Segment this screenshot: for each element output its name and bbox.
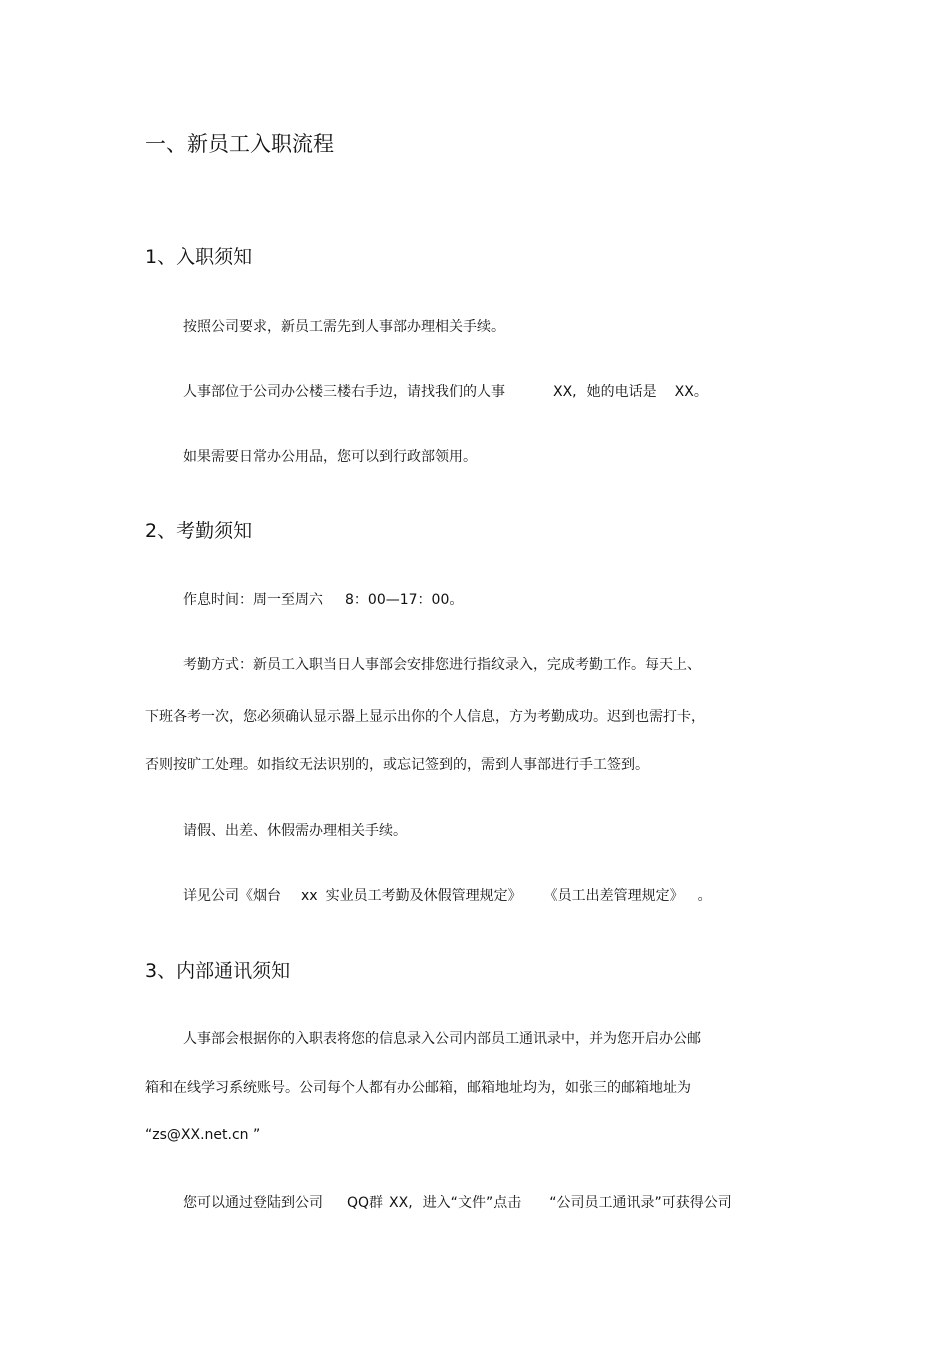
text-run: 您可以通过登陆到公司 xyxy=(183,1195,323,1211)
text-run: XX。 xyxy=(674,384,708,400)
text-run: 作息时间：周一至周六 xyxy=(183,592,323,608)
paragraph-line: 人事部会根据你的入职表将您的信息录入公司内部员工通讯录中，并为您开启办公邮 xyxy=(183,1031,701,1047)
paragraph xyxy=(183,381,708,401)
text-run: xx xyxy=(301,888,318,904)
paragraph-line: 考勤方式：新员工入职当日人事部会安排您进行指纹录入，完成考勤工作。每天上、 xyxy=(183,657,701,673)
text-run: 实业员工考勤及休假管理规定》 xyxy=(325,888,522,904)
paragraph: 按照公司要求，新员工需先到人事部办理相关手续。 xyxy=(183,319,505,335)
text-run: QQ群 xyxy=(347,1195,384,1211)
paragraph: 请假、出差、休假需办理相关手续。 xyxy=(183,823,407,839)
text-run: 8：00—17：00。 xyxy=(345,592,464,608)
text-run: “公司员工通讯录”可获得公司 xyxy=(549,1195,732,1211)
paragraph xyxy=(183,589,463,609)
email-example: “zs@XX.net.cn ” xyxy=(145,1127,261,1143)
section-heading-communication: 3、内部通讯须知 xyxy=(145,960,291,982)
section-heading-attendance: 2、考勤须知 xyxy=(145,520,253,542)
paragraph-line: 否则按旷工处理。如指纹无法识别的，或忘记签到的，需到人事部进行手工签到。 xyxy=(145,757,649,773)
text-run: 《员工出差管理规定》 xyxy=(543,888,684,904)
paragraph xyxy=(183,1192,732,1212)
text-run: XX, xyxy=(389,1195,413,1211)
paragraph: 如果需要日常办公用品，您可以到行政部领用。 xyxy=(183,449,477,465)
text-run: 人事部位于公司办公楼三楼右手边，请找我们的人事 xyxy=(183,384,505,400)
text-run: 。 xyxy=(697,888,712,904)
paragraph-line: 下班各考一次，您必须确认显示器上显示出你的个人信息，方为考勤成功。迟到也需打卡， xyxy=(145,709,705,725)
paragraph xyxy=(183,885,712,905)
text-run: 进入“文件”点击 xyxy=(422,1195,522,1211)
text-run: XX, xyxy=(553,384,577,400)
text-run: 详见公司《烟台 xyxy=(183,888,281,904)
text-run: 她的电话是 xyxy=(586,384,657,400)
document-title: 一、新员工入职流程 xyxy=(145,132,334,156)
section-heading-onboarding: 1、入职须知 xyxy=(145,246,253,268)
paragraph-line: 箱和在线学习系统账号。公司每个人都有办公邮箱，邮箱地址均为，如张三的邮箱地址为 xyxy=(145,1080,691,1096)
